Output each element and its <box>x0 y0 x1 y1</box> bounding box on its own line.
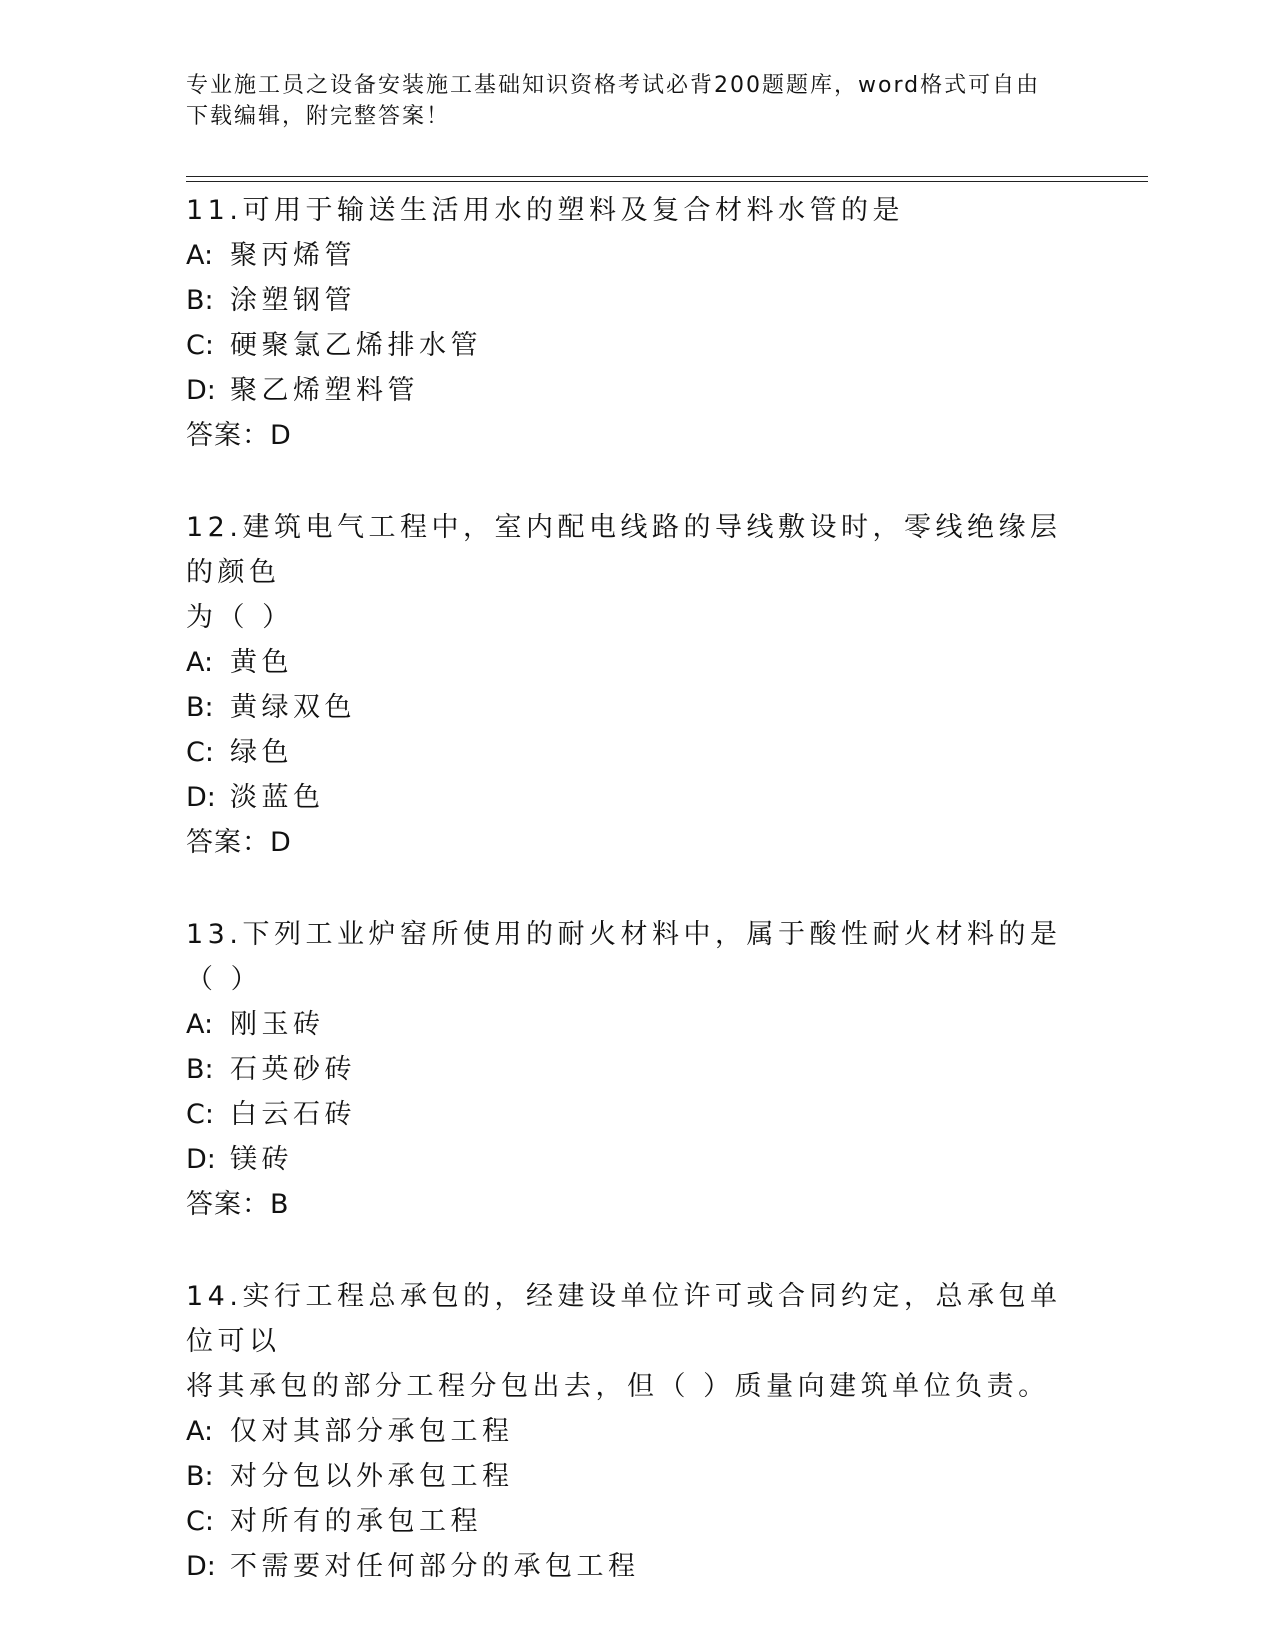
document-header <box>186 70 1086 132</box>
option-text: 对所有的承包工程 <box>230 1506 482 1537</box>
option-letter: D: <box>186 375 216 406</box>
option-text: 石英砂砖 <box>230 1054 356 1085</box>
question-text <box>186 505 1086 640</box>
option-letter: C: <box>186 737 214 768</box>
option-b <box>186 685 1086 730</box>
option-a <box>186 640 1086 685</box>
question-list <box>186 188 1086 1635</box>
option-text: 淡蓝色 <box>230 782 325 813</box>
option-letter: B: <box>186 1054 214 1085</box>
option-c <box>186 730 1086 775</box>
option-text: 黄绿双色 <box>230 692 356 723</box>
option-b <box>186 1454 1086 1499</box>
answer: 答案：D <box>186 827 292 858</box>
question-text: 11.可用于输送生活用水的塑料及复合材料水管的是 <box>186 195 904 226</box>
option-text: 聚丙烯管 <box>230 240 356 271</box>
option-b <box>186 278 1086 323</box>
option-letter: A: <box>186 240 214 271</box>
answer: 答案：D <box>186 420 292 451</box>
option-text: 不需要对任何部分的承包工程 <box>230 1551 640 1582</box>
header-divider-bottom <box>186 181 1148 182</box>
question-11 <box>186 188 1086 459</box>
option-letter: D: <box>186 1144 216 1175</box>
option-letter: B: <box>186 692 214 723</box>
question-text <box>186 1274 1086 1409</box>
option-c <box>186 1499 1086 1544</box>
question-text-line-1: 12.建筑电气工程中，室内配电线路的导线敷设时，零线绝缘层的颜色 <box>186 512 1062 588</box>
option-letter: A: <box>186 1416 214 1447</box>
option-c <box>186 323 1086 368</box>
option-text: 对分包以外承包工程 <box>230 1461 514 1492</box>
option-text: 聚乙烯塑料管 <box>230 375 419 406</box>
question-12 <box>186 505 1086 866</box>
option-text: 白云石砖 <box>230 1099 356 1130</box>
header-divider-top <box>186 176 1148 177</box>
option-letter: D: <box>186 1551 216 1582</box>
option-letter: A: <box>186 1009 214 1040</box>
option-letter: D: <box>186 782 216 813</box>
option-text: 刚玉砖 <box>230 1009 325 1040</box>
answer: 答案：B <box>186 1189 290 1220</box>
option-d <box>186 775 1086 820</box>
option-letter: B: <box>186 285 214 316</box>
option-text: 绿色 <box>230 737 293 768</box>
question-text: 13.下列工业炉窑所使用的耐火材料中，属于酸性耐火材料的是（ ） <box>186 919 1062 995</box>
option-d <box>186 1544 1086 1589</box>
option-d <box>186 368 1086 413</box>
option-letter: B: <box>186 1461 214 1492</box>
question-text-line-2: 将其承包的部分工程分包出去，但（ ）质量向建筑单位负责。 <box>186 1371 1050 1402</box>
question-text-line-2: 为（ ） <box>186 602 294 633</box>
option-c <box>186 1092 1086 1137</box>
option-text: 涂塑钢管 <box>230 285 356 316</box>
option-letter: C: <box>186 1099 214 1130</box>
question-13 <box>186 912 1086 1228</box>
option-b <box>186 1047 1086 1092</box>
option-text: 硬聚氯乙烯排水管 <box>230 330 482 361</box>
option-a <box>186 233 1086 278</box>
option-text: 黄色 <box>230 647 293 678</box>
question-14 <box>186 1274 1086 1589</box>
option-letter: C: <box>186 1506 214 1537</box>
option-d <box>186 1137 1086 1182</box>
option-a <box>186 1002 1086 1047</box>
option-letter: C: <box>186 330 214 361</box>
header-line-1: 专业施工员之设备安装施工基础知识资格考试必背200题题库，word格式可自由 <box>186 73 1041 98</box>
question-text-line-1: 14.实行工程总承包的，经建设单位许可或合同约定，总承包单位可以 <box>186 1281 1062 1357</box>
option-text: 镁砖 <box>230 1144 293 1175</box>
option-letter: A: <box>186 647 214 678</box>
option-a <box>186 1409 1086 1454</box>
option-text: 仅对其部分承包工程 <box>230 1416 514 1447</box>
header-line-2: 下载编辑，附完整答案！ <box>186 104 451 129</box>
